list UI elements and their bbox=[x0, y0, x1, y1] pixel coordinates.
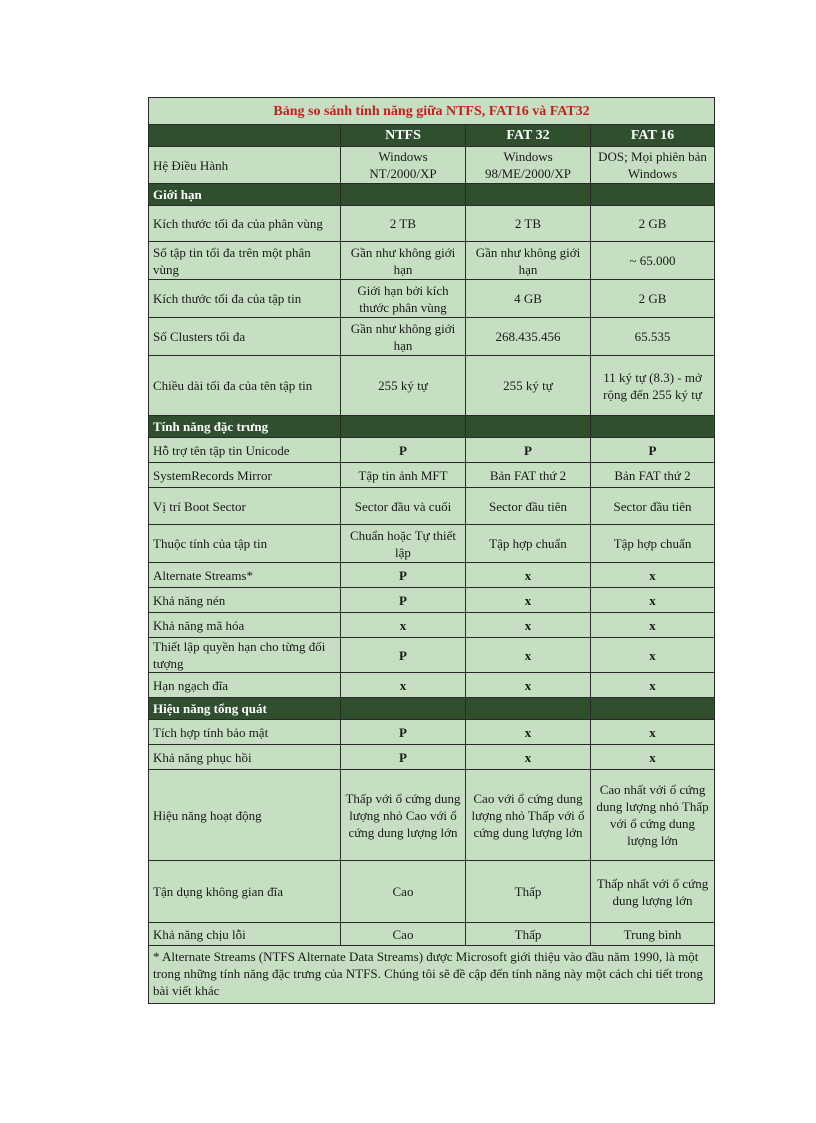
cell-fat32: x bbox=[466, 673, 591, 698]
cell-ntfs: 2 TB bbox=[341, 206, 466, 242]
section-title: Tính năng đặc trưng bbox=[149, 416, 341, 438]
cell-fat16: x bbox=[591, 563, 715, 588]
cell-ntfs: Tập tin ảnh MFT bbox=[341, 463, 466, 488]
footnote-row bbox=[149, 946, 715, 1004]
cell-fat32: 268.435.456 bbox=[466, 318, 591, 356]
table-row bbox=[149, 861, 715, 923]
row-label: Vị trí Boot Sector bbox=[149, 488, 341, 525]
cell-ntfs: Giới hạn bởi kích thước phân vùng bbox=[341, 280, 466, 318]
table-row bbox=[149, 525, 715, 563]
row-label: SystemRecords Mirror bbox=[149, 463, 341, 488]
section-title: Hiệu năng tổng quát bbox=[149, 698, 341, 720]
cell-fat32: x bbox=[466, 638, 591, 673]
section-row bbox=[149, 698, 715, 720]
row-label: Kích thước tối đa của tập tin bbox=[149, 280, 341, 318]
row-label: Số tập tin tối đa trên một phân vùng bbox=[149, 242, 341, 280]
row-label: Hạn ngạch đĩa bbox=[149, 673, 341, 698]
cell-ntfs: Thấp với ổ cứng dung lượng nhỏ Cao với ổ cứng dung lượng lớn bbox=[341, 770, 466, 861]
cell-fat16: Trung bình bbox=[591, 923, 715, 946]
row-label: Alternate Streams* bbox=[149, 563, 341, 588]
cell-ntfs: P bbox=[341, 438, 466, 463]
row-label: Khả năng mã hóa bbox=[149, 613, 341, 638]
cell-fat16: x bbox=[591, 613, 715, 638]
row-label: Hỗ trợ tên tập tin Unicode bbox=[149, 438, 341, 463]
row-label: Số Clusters tối đa bbox=[149, 318, 341, 356]
cell-fat16: P bbox=[591, 438, 715, 463]
table-row bbox=[149, 923, 715, 946]
cell-ntfs: Gần như không giới hạn bbox=[341, 318, 466, 356]
header-corner bbox=[149, 125, 341, 147]
cell-fat16: 2 GB bbox=[591, 280, 715, 318]
row-label: Hệ Điều Hành bbox=[149, 147, 341, 184]
cell-ntfs: P bbox=[341, 588, 466, 613]
cell-fat32: x bbox=[466, 720, 591, 745]
cell-ntfs: x bbox=[341, 673, 466, 698]
section-filler bbox=[341, 698, 466, 720]
cell-fat16: x bbox=[591, 638, 715, 673]
row-label: Khả năng nén bbox=[149, 588, 341, 613]
cell-fat16: DOS; Mọi phiên bản Windows bbox=[591, 147, 715, 184]
cell-fat32: Thấp bbox=[466, 861, 591, 923]
cell-fat32: Cao với ổ cứng dung lượng nhỏ Thấp với ổ cứng dung lượng lớn bbox=[466, 770, 591, 861]
cell-ntfs: x bbox=[341, 613, 466, 638]
table-row bbox=[149, 280, 715, 318]
cell-fat32: Thấp bbox=[466, 923, 591, 946]
cell-fat32: 2 TB bbox=[466, 206, 591, 242]
title-row bbox=[149, 98, 715, 125]
table-title: Bảng so sánh tính năng giữa NTFS, FAT16 và FAT32 bbox=[149, 98, 715, 125]
section-title: Giới hạn bbox=[149, 184, 341, 206]
cell-fat32: x bbox=[466, 745, 591, 770]
cell-fat32: Bản FAT thứ 2 bbox=[466, 463, 591, 488]
table-row bbox=[149, 318, 715, 356]
table-row bbox=[149, 438, 715, 463]
row-label: Hiệu năng hoạt động bbox=[149, 770, 341, 861]
footnote: * Alternate Streams (NTFS Alternate Data Streams) được Microsoft giới thiệu vào đầu năm 1990, là một trong những tính năng đặc trưng của NTFS. Chúng tôi sẽ đề cập đến tính năng này một cách chi tiết trong bài viết khác bbox=[149, 946, 715, 1004]
table-row bbox=[149, 638, 715, 673]
cell-ntfs: Sector đầu và cuối bbox=[341, 488, 466, 525]
section-row bbox=[149, 416, 715, 438]
cell-ntfs: Windows NT/2000/XP bbox=[341, 147, 466, 184]
header-ntfs: NTFS bbox=[341, 125, 466, 147]
cell-fat16: 11 ký tự (8.3) - mở rộng đến 255 ký tự bbox=[591, 356, 715, 416]
cell-fat32: Windows 98/ME/2000/XP bbox=[466, 147, 591, 184]
table-row bbox=[149, 770, 715, 861]
section-filler bbox=[591, 698, 715, 720]
section-filler bbox=[341, 416, 466, 438]
cell-ntfs: P bbox=[341, 720, 466, 745]
table-row bbox=[149, 613, 715, 638]
cell-fat16: 65.535 bbox=[591, 318, 715, 356]
section-filler bbox=[341, 184, 466, 206]
table-row bbox=[149, 206, 715, 242]
cell-fat32: Gần như không giới hạn bbox=[466, 242, 591, 280]
cell-fat32: x bbox=[466, 588, 591, 613]
cell-fat32: x bbox=[466, 613, 591, 638]
table-row bbox=[149, 745, 715, 770]
row-label: Khả năng phục hồi bbox=[149, 745, 341, 770]
comparison-table bbox=[148, 97, 715, 1004]
cell-ntfs: Cao bbox=[341, 861, 466, 923]
cell-fat16: x bbox=[591, 720, 715, 745]
cell-fat16: Bản FAT thứ 2 bbox=[591, 463, 715, 488]
table-row bbox=[149, 488, 715, 525]
row-label: Thiết lập quyền hạn cho từng đối tượng bbox=[149, 638, 341, 673]
cell-fat16: Cao nhất với ổ cứng dung lượng nhỏ Thấp với ổ cứng dung lượng lớn bbox=[591, 770, 715, 861]
table-row bbox=[149, 147, 715, 184]
cell-fat16: x bbox=[591, 588, 715, 613]
cell-fat16: Thấp nhất với ổ cứng dung lượng lớn bbox=[591, 861, 715, 923]
table-row bbox=[149, 588, 715, 613]
section-filler bbox=[466, 416, 591, 438]
cell-fat32: Sector đầu tiên bbox=[466, 488, 591, 525]
section-filler bbox=[591, 184, 715, 206]
table-row bbox=[149, 720, 715, 745]
row-label: Khả năng chịu lỗi bbox=[149, 923, 341, 946]
cell-fat16: 2 GB bbox=[591, 206, 715, 242]
section-filler bbox=[466, 698, 591, 720]
section-row bbox=[149, 184, 715, 206]
cell-ntfs: Gần như không giới hạn bbox=[341, 242, 466, 280]
header-fat32: FAT 32 bbox=[466, 125, 591, 147]
row-label: Thuộc tính của tập tin bbox=[149, 525, 341, 563]
row-label: Chiều dài tối đa của tên tập tin bbox=[149, 356, 341, 416]
row-label: Tích hợp tính bảo mật bbox=[149, 720, 341, 745]
header-fat16: FAT 16 bbox=[591, 125, 715, 147]
cell-fat16: Tập hợp chuẩn bbox=[591, 525, 715, 563]
cell-ntfs: Chuẩn hoặc Tự thiết lập bbox=[341, 525, 466, 563]
cell-fat32: 255 ký tự bbox=[466, 356, 591, 416]
row-label: Kích thước tối đa của phân vùng bbox=[149, 206, 341, 242]
cell-fat16: ~ 65.000 bbox=[591, 242, 715, 280]
header-row bbox=[149, 125, 715, 147]
table-row bbox=[149, 673, 715, 698]
table-row bbox=[149, 463, 715, 488]
cell-ntfs: P bbox=[341, 638, 466, 673]
table-row bbox=[149, 356, 715, 416]
cell-ntfs: P bbox=[341, 745, 466, 770]
table-row bbox=[149, 563, 715, 588]
cell-ntfs: P bbox=[341, 563, 466, 588]
cell-fat32: P bbox=[466, 438, 591, 463]
section-filler bbox=[466, 184, 591, 206]
section-filler bbox=[591, 416, 715, 438]
cell-fat16: x bbox=[591, 673, 715, 698]
cell-fat32: x bbox=[466, 563, 591, 588]
cell-ntfs: 255 ký tự bbox=[341, 356, 466, 416]
cell-fat16: Sector đầu tiên bbox=[591, 488, 715, 525]
cell-fat32: Tập hợp chuẩn bbox=[466, 525, 591, 563]
row-label: Tận dụng không gian đĩa bbox=[149, 861, 341, 923]
cell-ntfs: Cao bbox=[341, 923, 466, 946]
cell-fat32: 4 GB bbox=[466, 280, 591, 318]
cell-fat16: x bbox=[591, 745, 715, 770]
table-row bbox=[149, 242, 715, 280]
